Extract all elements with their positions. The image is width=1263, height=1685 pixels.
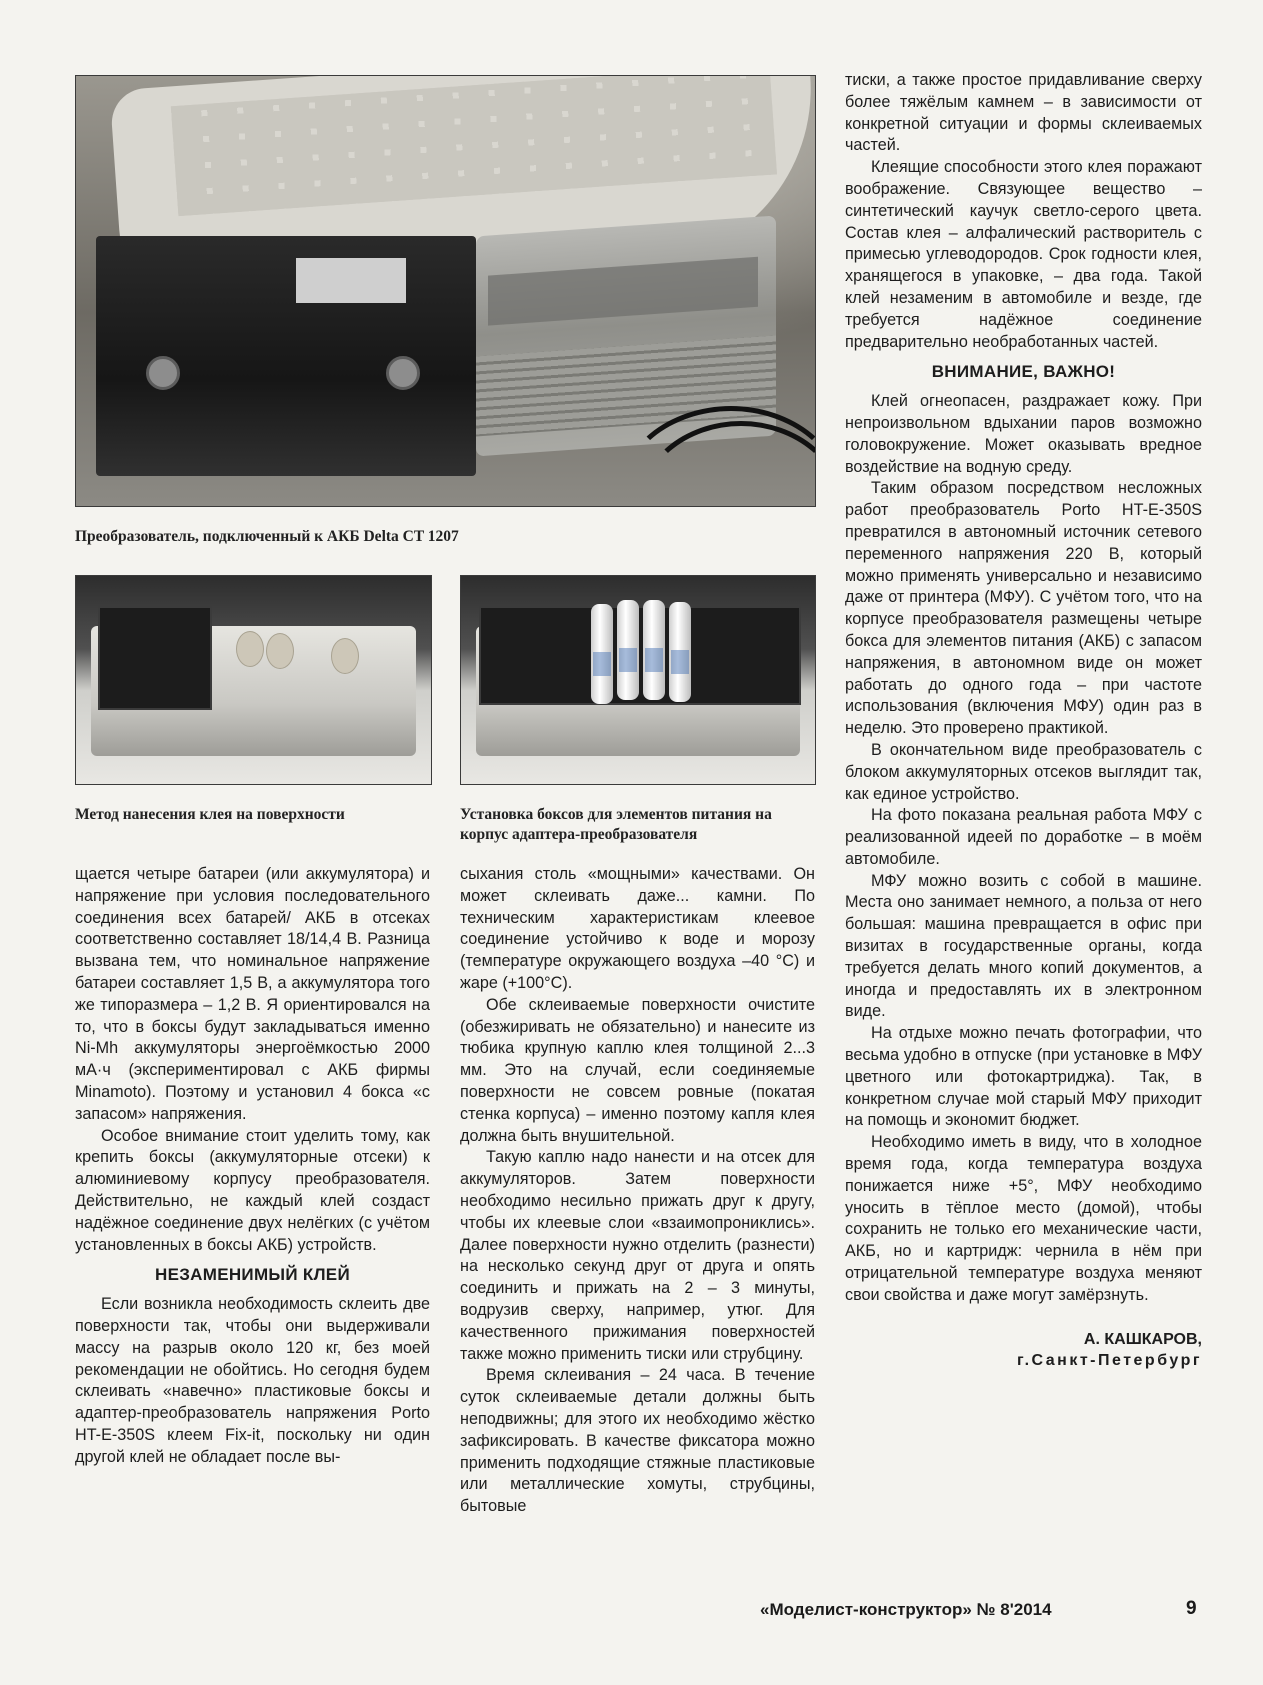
- battery-label-sticker: [296, 258, 406, 303]
- text-column-left: [75, 864, 430, 1469]
- photo-converter-with-battery: [75, 75, 816, 507]
- aa-cell-image: [643, 600, 665, 700]
- battery-box-image: [98, 606, 212, 710]
- paragraph: Клеящие способности этого клея поражают воображение. Связующее вещество – синтетический каучук светло-серого цвета. Состав клея – алфалический растворитель с примесью углеводородов. Срок годности клея, хранящегося в упаковке, – два года. Такой клей незаменим в автомобиле и везде, где требуется надёжное соединение предварительно необработанных частей.: [845, 158, 1202, 351]
- paragraph: Необходимо иметь в виду, что в холодное время года, когда температура воздуха понижается ниже +5°, МФУ необходимо уносить в тёплое место (домой), чтобы сохранить не только его механические части, АКБ, но и картридж: чернила в нём при отрицательной температуре воздуха меняют свои свойства и даже могут замёрзнуть.: [845, 1133, 1202, 1304]
- author-city: г.Санкт-Петербург: [1017, 1351, 1202, 1369]
- photo-battery-boxes: [460, 575, 816, 785]
- paragraph: В окончательном виде преобразователь с блоком аккумуляторных отсеков выглядит так, как единое устройство.: [845, 740, 1202, 803]
- paragraph: На фото показана реальная работа МФУ с реализованной идеей по доработке – в моём автомобиле.: [845, 806, 1202, 868]
- battery-terminal: [146, 356, 180, 390]
- paragraph: Если возникла необходимость склеить две поверхности так, чтобы они выдерживали массу на разрыв около 120 кг, без моей рекомендации не обойтись. Но сегодня будем склеивать «навечно» пластиковые боксы и адаптер-преобразователь напряжения Porto HT-E-350S клеем Fix-it, поскольку ни один другой клей не обладает после вы-: [75, 1295, 430, 1466]
- text-column-right: [845, 70, 1202, 1371]
- magazine-footer: «Моделист-конструктор» № 8'2014: [760, 1600, 1052, 1619]
- text-column-middle: [460, 864, 815, 1518]
- aa-cell-image: [591, 604, 613, 704]
- author-name: А. КАШКАРОВ,: [1083, 1330, 1202, 1348]
- glue-drop-image: [236, 631, 264, 667]
- battery-boxes-image: [479, 606, 801, 705]
- paragraph: сыхания столь «мощными» качествами. Он может склеивать даже... камни. По техническим характеристикам клеевое соединение устойчиво к воде и морозу (температуре окружающего воздуха –40 °С) и жаре (+100°С).: [460, 865, 815, 992]
- paragraph: Особое внимание стоит уделить тому, как крепить боксы (аккумуляторные отсеки) к алюминиевому корпусу преобразователя. Действительно, не каждый клей создаст надёжное соединение двух нелёгких (с учётом установленных в боксы АКБ) устройств.: [75, 1126, 430, 1254]
- paragraph: Клей огнеопасен, раздражает кожу. При непроизвольном вдыхании паров возможно головокружение. Может оказывать вредное воздействие на водную среду.: [845, 392, 1202, 476]
- aa-cell-image: [617, 600, 639, 700]
- caption-glue-photo: Метод нанесения клея на поверхности: [75, 806, 345, 823]
- page-number: 9: [1186, 1598, 1197, 1619]
- paragraph: тиски, а также простое придавливание сверху более тяжёлым камнем – в зависимости от конкретной ситуации и формы склеиваемых частей.: [845, 71, 1202, 155]
- section-heading: НЕЗАМЕНИМЫЙ КЛЕЙ: [155, 1265, 350, 1285]
- photo-glue-application: [75, 575, 432, 785]
- paragraph: Такую каплю надо нанести и на отсек для аккумуляторов. Затем поверхности необходимо несильно прижать друг к другу, чтобы их клеевые слои «взаимопрониклись». Далее поверхности нужно отделить (разнести) на несколько секунд друг от друга и опять соединить и прижать на 2 – 3 минуты, водрузив сверху, например, утюг. Для качественного прижимания поверхностей также можно применить тиски или струбцину.: [460, 1148, 815, 1363]
- caption-boxes-photo: [460, 805, 772, 845]
- paragraph: Таким образом посредством несложных работ преобразователь Porto HT-E-350S превратился в автономный источник сетевого переменного напряжения 220 В, который можно применять универсально и независимо даже от принтера (МФУ). С учётом того, что на корпусе преобразователя размещены четыре бокса для элементов питания (АКБ) с запасом напряжения, в автономном виде он может работать до одного года – при частоте использования (включения МФУ) один раз в неделю. Это проверено практикой.: [845, 479, 1202, 738]
- author-signature: [845, 1329, 1202, 1371]
- paragraph: На отдыхе можно печать фотографии, что весьма удобно в отпуске (при установке в МФУ цветного или фотокартриджа). Так, в конкретном случае мой старый МФУ приходит на помощь и экономит бюджет.: [845, 1024, 1202, 1130]
- paragraph: Время склеивания – 24 часа. В течение суток склеиваемые детали должны быть неподвижны; для этого их необходимо жёстко зафиксировать. В качестве фиксатора можно применить подходящие стяжные пластиковые или металлические хомуты, струбцины, бытовые: [460, 1366, 815, 1516]
- paragraph: щается четыре батареи (или аккумулятора) и напряжение при условия последовательного соединения всех батарей/ АКБ в отсеках соответственно составляет 18/14,4 В. Разница вызвана тем, что номинальное напряжение батареи составляет 1,5 В, а аккумулятора того же типоразмера – 1,2 В. Я ориентировался на то, что в боксы будут закладываться именно Ni-Mh аккумуляторы энергоёмкостью 2000 мА·ч (экспериментировал с АКБ фирмы Minamoto). Поэтому и установил 4 бокса «с запасом» напряжения.: [75, 865, 430, 1123]
- aa-cell-image: [669, 602, 691, 702]
- inverter-label-panel: [488, 257, 758, 326]
- battery-terminal: [386, 356, 420, 390]
- caption-line: корпус адаптера-преобразователя: [460, 826, 698, 843]
- battery-image: [96, 236, 476, 476]
- glue-drop-image: [331, 638, 359, 674]
- paragraph: Обе склеиваемые поверхности очистите (обезжиривать не обязательно) и нанесите из тюбика крупную каплю клея толщиной 2...3 мм. Это на случай, если соединяемые поверхности не совсем ровные (покатая стенка корпуса) – именно поэтому капля клея должна быть внушительной.: [460, 995, 815, 1145]
- caption-line: Установка боксов для элементов питания на: [460, 806, 772, 823]
- glue-drop-image: [266, 633, 294, 669]
- caption-main-photo: Преобразователь, подключенный к АКБ Delta CT 1207: [75, 528, 459, 545]
- paragraph: МФУ можно возить с собой в машине. Места оно занимает немного, а польза от него большая: машина превращается в офис при визитах в государственные органы, когда требуется делать много копий документов, а иногда и предоставлять их в электронном виде.: [845, 871, 1202, 1021]
- section-heading: ВНИМАНИЕ, ВАЖНО!: [931, 362, 1116, 382]
